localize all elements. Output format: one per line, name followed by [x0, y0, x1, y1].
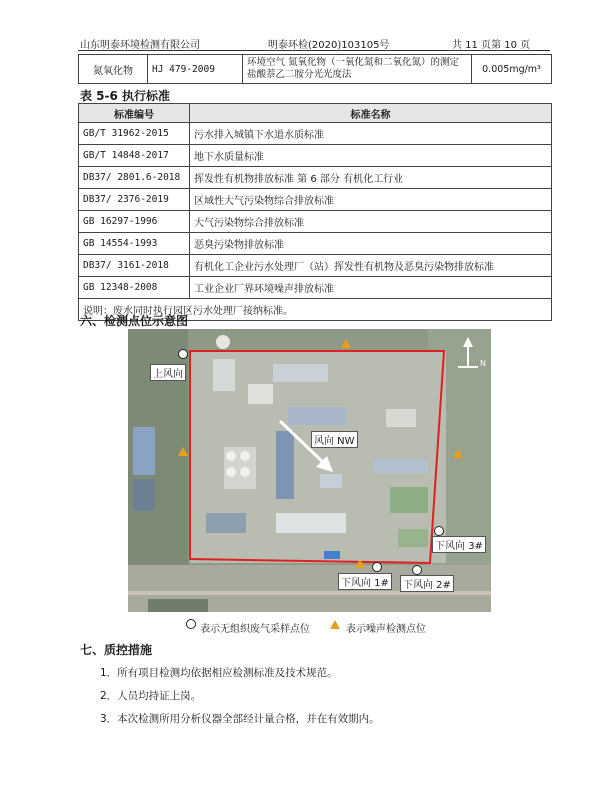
qc-item-1: 1．所有项目检测均依据相应检测标准及技术规范。 — [100, 667, 338, 679]
standard-no: DB37/ 3161-2018 — [79, 255, 190, 277]
legend-circle-text: 表示无组织废气采样点位 — [200, 624, 310, 635]
standard-no: GB/T 14848-2017 — [79, 145, 190, 167]
report-number: 明泰环检(2020)103105号 — [268, 40, 390, 51]
standard-name: 大气污染物综合排放标准 — [190, 211, 552, 233]
table-row — [79, 255, 552, 277]
table-row — [79, 55, 552, 84]
standard-no: GB/T 31962-2015 — [79, 123, 190, 145]
standard-cell: HJ 479-2009 — [148, 55, 243, 84]
table-row — [79, 233, 552, 255]
sampling-point-2 — [412, 565, 422, 575]
sampling-point-3 — [434, 526, 444, 536]
noise-point-north — [341, 339, 351, 348]
monitoring-site-map — [128, 329, 491, 612]
legend-circle-symbol — [186, 619, 196, 630]
wind-direction-label: 风向 NW — [311, 431, 358, 448]
table-row — [79, 123, 552, 145]
standard-name: 有机化工企业污水处理厂（站）挥发性有机物及恶臭污染物排放标准 — [190, 255, 552, 277]
sampling-point-1 — [372, 562, 382, 572]
downwind-1-label: 下风向 1# — [338, 573, 392, 590]
noise-point-south — [355, 559, 365, 568]
page-info: 共 11 页第 10 页 — [452, 40, 531, 51]
north-label: N — [480, 359, 486, 368]
col-standard-name: 标准名称 — [190, 104, 552, 123]
table-row — [79, 145, 552, 167]
table-note: 说明：废水同时执行园区污水处理厂接纳标准。 — [79, 299, 552, 321]
legend-triangle-text: 表示噪声检测点位 — [346, 624, 426, 635]
standard-name: 地下水质量标准 — [190, 145, 552, 167]
standard-no: GB 14554-1993 — [79, 233, 190, 255]
upwind-label: 上风向 — [150, 364, 186, 381]
standard-no: GB 12348-2008 — [79, 277, 190, 299]
standard-name: 污水排入城镇下水道水质标准 — [190, 123, 552, 145]
section-7-title: 七、质控措施 — [80, 643, 153, 657]
header-divider — [78, 50, 550, 51]
limit-cell: 0.005mg/m³ — [472, 55, 552, 84]
downwind-3-label: 下风向 3# — [432, 536, 486, 553]
standard-no: DB37/ 2801.6-2018 — [79, 167, 190, 189]
col-standard-no: 标准编号 — [79, 104, 190, 123]
downwind-2-label: 下风向 2# — [400, 575, 454, 592]
section-6-title: 六、检测点位示意图 — [80, 314, 189, 328]
legend-triangle-symbol — [330, 620, 340, 629]
table-row — [79, 189, 552, 211]
method-table — [78, 54, 552, 84]
company-name: 山东明泰环境检测有限公司 — [80, 40, 200, 51]
table-5-6-title: 表 5-6 执行标准 — [80, 89, 171, 103]
qc-item-2: 2．人员均持证上岗。 — [100, 690, 202, 702]
table-header-row — [79, 104, 552, 123]
method-cell: 环境空气 氮氧化物（一氧化氮和二氧化氮）的测定盐酸萘乙二胺分光光度法 — [243, 55, 472, 84]
item-cell: 氮氧化物 — [79, 55, 148, 84]
noise-point-west — [178, 447, 188, 456]
standard-name: 挥发性有机物排放标准 第 6 部分 有机化工行业 — [190, 167, 552, 189]
table-row — [79, 211, 552, 233]
standard-name: 工业企业厂界环境噪声排放标准 — [190, 277, 552, 299]
standard-no: DB37/ 2376-2019 — [79, 189, 190, 211]
noise-point-east — [453, 449, 463, 458]
table-row — [79, 167, 552, 189]
table-row — [79, 277, 552, 299]
qc-item-3: 3．本次检测所用分析仪器全部经计量合格，并在有效期内。 — [100, 713, 380, 725]
standards-table — [78, 103, 552, 321]
sampling-point-upwind — [178, 349, 188, 359]
standard-name: 区域性大气污染物综合排放标准 — [190, 189, 552, 211]
standard-name: 恶臭污染物排放标准 — [190, 233, 552, 255]
standard-no: GB 16297-1996 — [79, 211, 190, 233]
